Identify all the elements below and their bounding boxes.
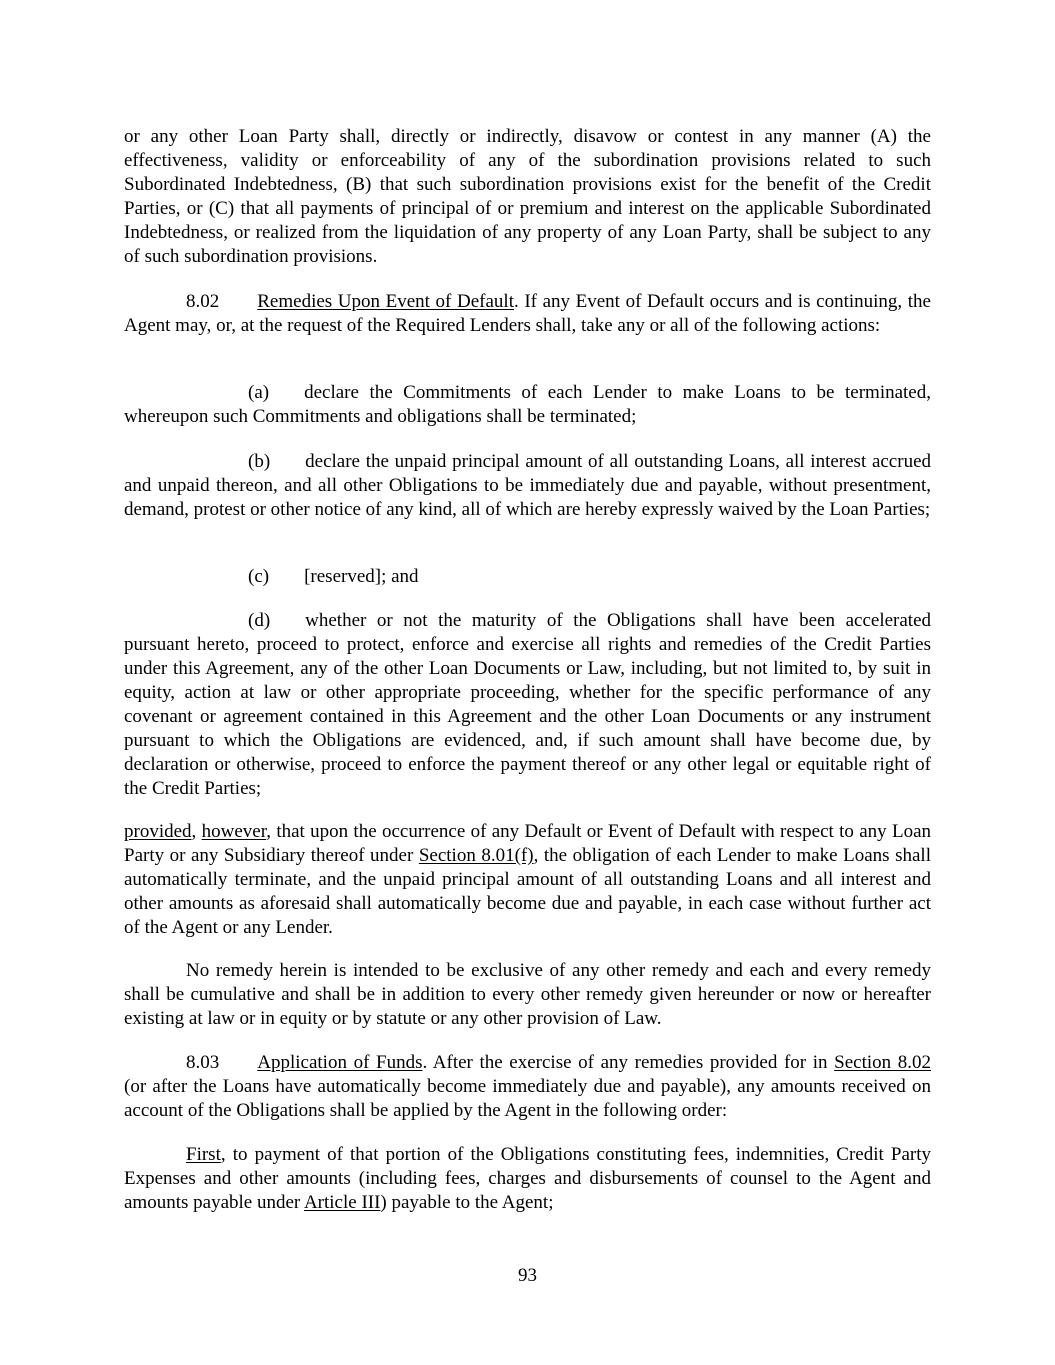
section-8-03-paragraph: 8.03 Application of Funds. After the exercise of any remedies provided for in Section 8.02 (or after the Loans have automatically become immediately due and payable), any amounts received on account of the Obligations shall be applied by the Agent in the following order: — [124, 1052, 931, 1121]
list-item — [124, 609, 931, 801]
first-term: First — [186, 1144, 221, 1165]
section-heading: Remedies Upon Event of Default — [257, 291, 514, 312]
list-item — [124, 381, 931, 429]
section-number: 8.02 — [186, 291, 220, 312]
cross-reference-link: Section 8.01(f) — [418, 845, 534, 866]
section-8-02-paragraph — [124, 290, 931, 338]
item-text: declare the unpaid principal amount of all outstanding Loans, all interest accrued and unpaid thereon, and all other Obligations to be immediately due and payable, without presentment, demand, protest or other notice of any kind, all of which are hereby expressly waived by the Loan Parties; — [124, 451, 931, 520]
section-number: 8.03 — [186, 1052, 220, 1073]
page-number: 93 — [518, 1265, 537, 1286]
item-label: (a) — [248, 382, 270, 403]
paragraph-continuation: or any other Loan Party shall, directly or indirectly, disavow or contest in any manner (A) the effectiveness, validity or enforceability of any of the subordination provisions related to such Subordinated Indebtedness, (B) that such subordination provisions exist for the benefit of the Credit Parties, or (C) that all payments of principal of or premium and interest on the applicable Subordinated Indebtedness, or realized from the liquidation of any property of any Loan Party, shall be subject to any of such subordination provisions. — [124, 126, 931, 267]
list-item — [124, 565, 931, 589]
item-label: (b) — [248, 451, 271, 472]
proviso-paragraph: provided, however, that upon the occurrence of any Default or Event of Default with respect to any Loan Party or any Subsidiary thereof under Section 8.01(f), the obligation of each Lender to make Loans shall automatically terminate, and the unpaid principal amount of all outstanding Loans and all interest and other amounts as aforesaid shall automatically become due and payable, in each case without further act of the Agent or any Lender. — [124, 821, 931, 938]
no-remedy-paragraph: No remedy herein is intended to be exclusive of any other remedy and each and every remedy shall be cumulative and shall be in addition to every other remedy given hereunder or now or hereafter existing at law or in equity or by statute or any other provision of Law. — [124, 960, 931, 1029]
item-text: whether or not the maturity of the Obligations shall have been accelerated pursuant hereto, proceed to protect, enforce and exercise all rights and remedies of the Credit Parties under this Agreement, any of the other Loan Documents or Law, including, but not limited to, by suit in equity, action at law or other appropriate proceeding, whether for the specific performance of any covenant or agreement contained in this Agreement and the other Loan Documents or any instrument pursuant to which the Obligations are evidenced, and, if such amount shall have become due, by declaration or otherwise, proceed to enforce the payment thereof or any other legal or equitable right of the Credit Parties; — [124, 610, 931, 799]
item-text: declare the Commitments of each Lender to make Loans to be terminated, whereupon such Commitments and obligations shall be terminated; — [124, 382, 931, 427]
item-label: (d) — [248, 610, 271, 631]
first-priority-paragraph: First, to payment of that portion of the Obligations constituting fees, indemnities, Credit Party Expenses and other amounts (including fees, charges and disbursements of counsel to the Agent and amounts payable under Article III) payable to the Agent; — [124, 1144, 931, 1213]
cross-reference-link: Article III — [303, 1192, 381, 1213]
provided-term: provided — [124, 821, 192, 842]
item-text: [reserved]; and — [304, 566, 419, 587]
cross-reference-link: Section 8.02 — [834, 1052, 931, 1073]
list-item — [124, 450, 931, 522]
section-body: . If any Event of Default occurs and is continuing, the Agent may, or, at the request of the Required Lenders shall, take any or all of the following actions: — [124, 291, 931, 336]
section-heading: Application of Funds — [257, 1052, 423, 1073]
however-term: however — [201, 821, 267, 842]
item-label: (c) — [248, 566, 270, 587]
